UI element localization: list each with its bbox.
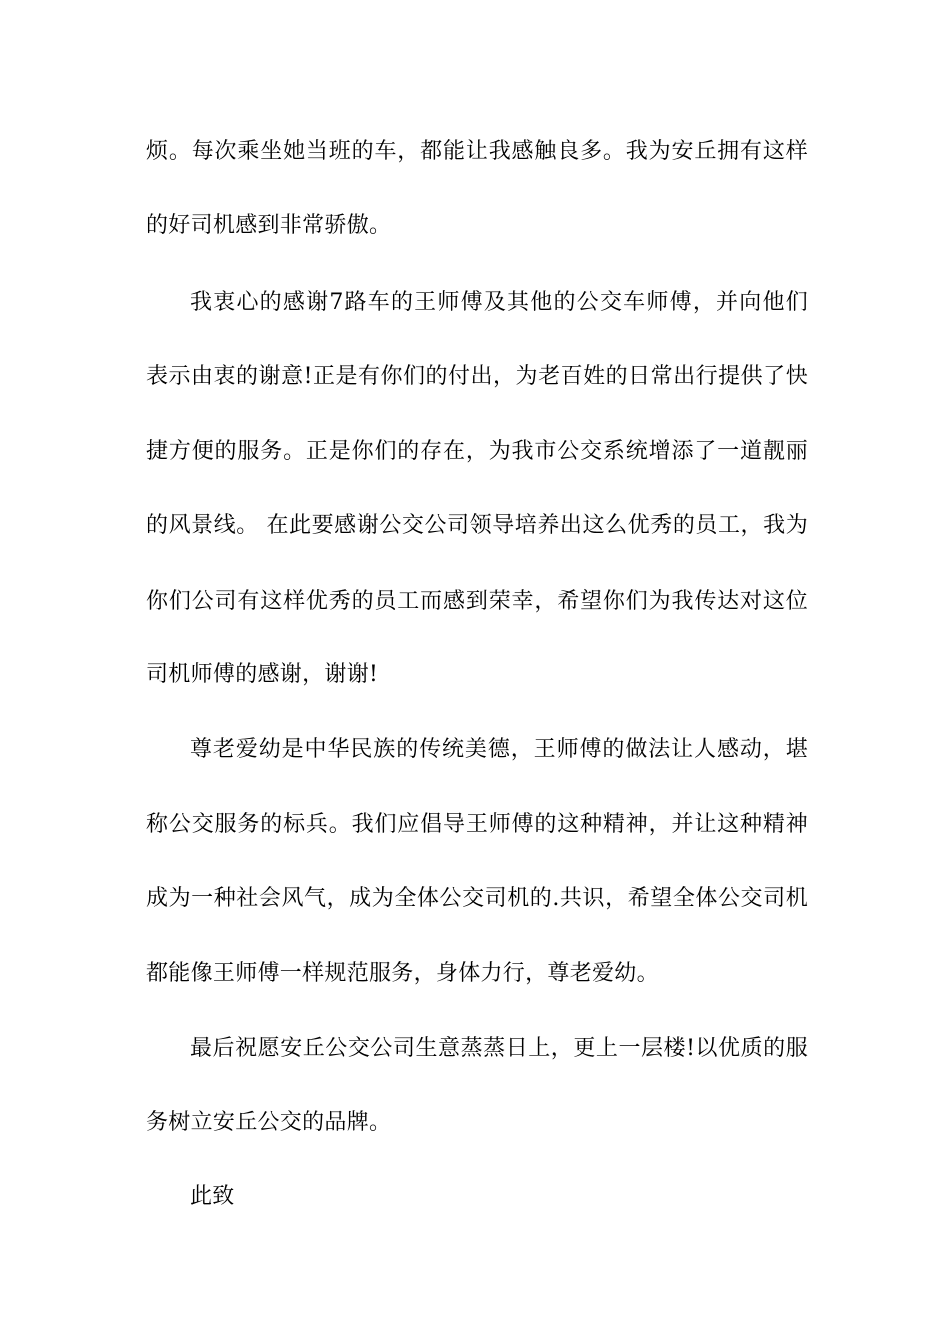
paragraph-first-line: 最后祝愿安丘公交公司生意蒸蒸日上，更上一层楼!以优质的服 bbox=[190, 1036, 808, 1061]
text-line: 捷方便的服务。正是你们的存在，为我市公交系统增添了一道靓丽 bbox=[146, 439, 808, 464]
text-line: 成为一种社会风气，成为全体公交司机的.共识，希望全体公交司机 bbox=[146, 886, 808, 911]
text-line: 烦。每次乘坐她当班的车，都能让我感触良多。我为安丘拥有这样 bbox=[146, 139, 808, 164]
paragraph-first-line: 尊老爱幼是中华民族的传统美德，王师傅的做法让人感动，堪 bbox=[190, 737, 808, 762]
text-line: 的风景线。 在此要感谢公交公司领导培养出这么优秀的员工，我为 bbox=[146, 513, 808, 538]
text-line: 你们公司有这样优秀的员工而感到荣幸，希望你们为我传达对这位 bbox=[146, 589, 808, 614]
text-line: 称公交服务的标兵。我们应倡导王师傅的这种精神，并让这种精神 bbox=[146, 812, 808, 837]
paragraph-first-line: 我衷心的感谢7路车的王师傅及其他的公交车师傅，并向他们 bbox=[190, 290, 808, 315]
text-line: 的好司机感到非常骄傲。 bbox=[146, 213, 392, 238]
text-line: 务树立安丘公交的品牌。 bbox=[146, 1110, 392, 1135]
text-line: 司机师傅的感谢，谢谢! bbox=[146, 662, 379, 687]
closing-salutation: 此致 bbox=[190, 1184, 235, 1209]
text-line: 都能像王师傅一样规范服务，身体力行，尊老爱幼。 bbox=[146, 961, 659, 986]
text-line: 表示由衷的谢意!正是有你们的付出，为老百姓的日常出行提供了快 bbox=[146, 364, 808, 389]
